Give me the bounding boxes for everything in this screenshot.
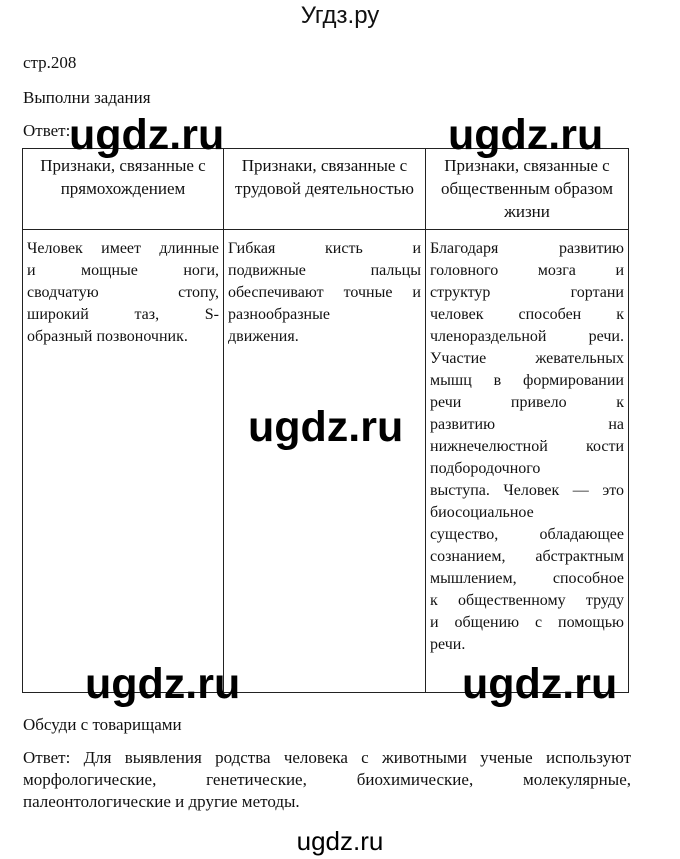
cell-line: разнообразные [228, 306, 330, 323]
cell-line: Благодаря развитию [430, 240, 624, 257]
header-social-life: Признаки, связанные с общественным образом жизни [426, 149, 629, 230]
cell-line: Участие жевательных [430, 350, 624, 367]
cell-line: структур гортани [430, 284, 624, 301]
table-row [23, 230, 629, 693]
cell-upright-walking [23, 230, 224, 693]
cell-line: речи привело к [430, 394, 624, 411]
cell-line: сводчатую стопу, [27, 284, 219, 301]
cell-line: речи. [430, 636, 466, 653]
discuss-heading: Обсуди с товарищами [23, 715, 182, 734]
cell-line: Гибкая кисть и [228, 240, 421, 257]
final-answer-line: морфологические, генетические, биохимические, молекулярные, [23, 770, 631, 789]
cell-line: и мощные ноги, [27, 262, 219, 279]
final-answer [23, 747, 631, 813]
cell-line: и общению с помощью [430, 614, 624, 631]
cell-line: биосоциальное [430, 504, 534, 521]
site-title: Угдз.ру [300, 2, 380, 29]
cell-line: развитию на [430, 416, 624, 433]
cell-line: подвижные пальцы [228, 262, 421, 279]
cell-line: Человек имеет длинные [27, 240, 219, 257]
answer-label: Ответ: [23, 121, 71, 140]
final-answer-line: Ответ: Для выявления родства человека с животными ученые используют [23, 748, 631, 767]
task-heading: Выполни задания [23, 88, 151, 107]
watermark: ugdz.ru [85, 660, 241, 708]
cell-line: мышц в формировании [430, 372, 624, 389]
cell-line: выступа. Человек — это [430, 482, 624, 499]
cell-line: широкий таз, S- [27, 306, 219, 323]
cell-line: образный позвоночник. [27, 328, 188, 345]
cell-line: мышлением, способное [430, 570, 624, 587]
cell-line: членораздельной речи. [430, 328, 624, 345]
cell-line: к общественному труду [430, 592, 624, 609]
watermark: ugdz.ru [448, 111, 604, 159]
cell-line: подбородочного [430, 460, 541, 477]
cell-labor-activity [224, 230, 426, 693]
watermark: ugdz.ru [248, 403, 404, 451]
watermark: ugdz.ru [69, 111, 225, 159]
cell-social-life [426, 230, 629, 693]
cell-line: головного мозга и [430, 262, 624, 279]
cell-line: нижнечелюстной кости [430, 438, 624, 455]
header-labor-activity: Признаки, связанные с трудовой деятельностью [224, 149, 426, 230]
cell-line: существо, обладающее [430, 526, 624, 543]
watermark-footer: ugdz.ru [296, 826, 384, 856]
cell-line: обеспечивают точные и [228, 284, 421, 301]
page-reference: стр.208 [23, 53, 77, 72]
header-upright-walking: Признаки, связанные с прямохождением [23, 149, 224, 230]
cell-line: сознанием, абстрактным [430, 548, 624, 565]
watermark: ugdz.ru [462, 660, 618, 708]
final-answer-line: палеонтологические и другие методы. [23, 792, 300, 811]
cell-line: человек способен к [430, 306, 624, 323]
cell-line: движения. [228, 328, 299, 345]
table-header-row [23, 149, 629, 230]
